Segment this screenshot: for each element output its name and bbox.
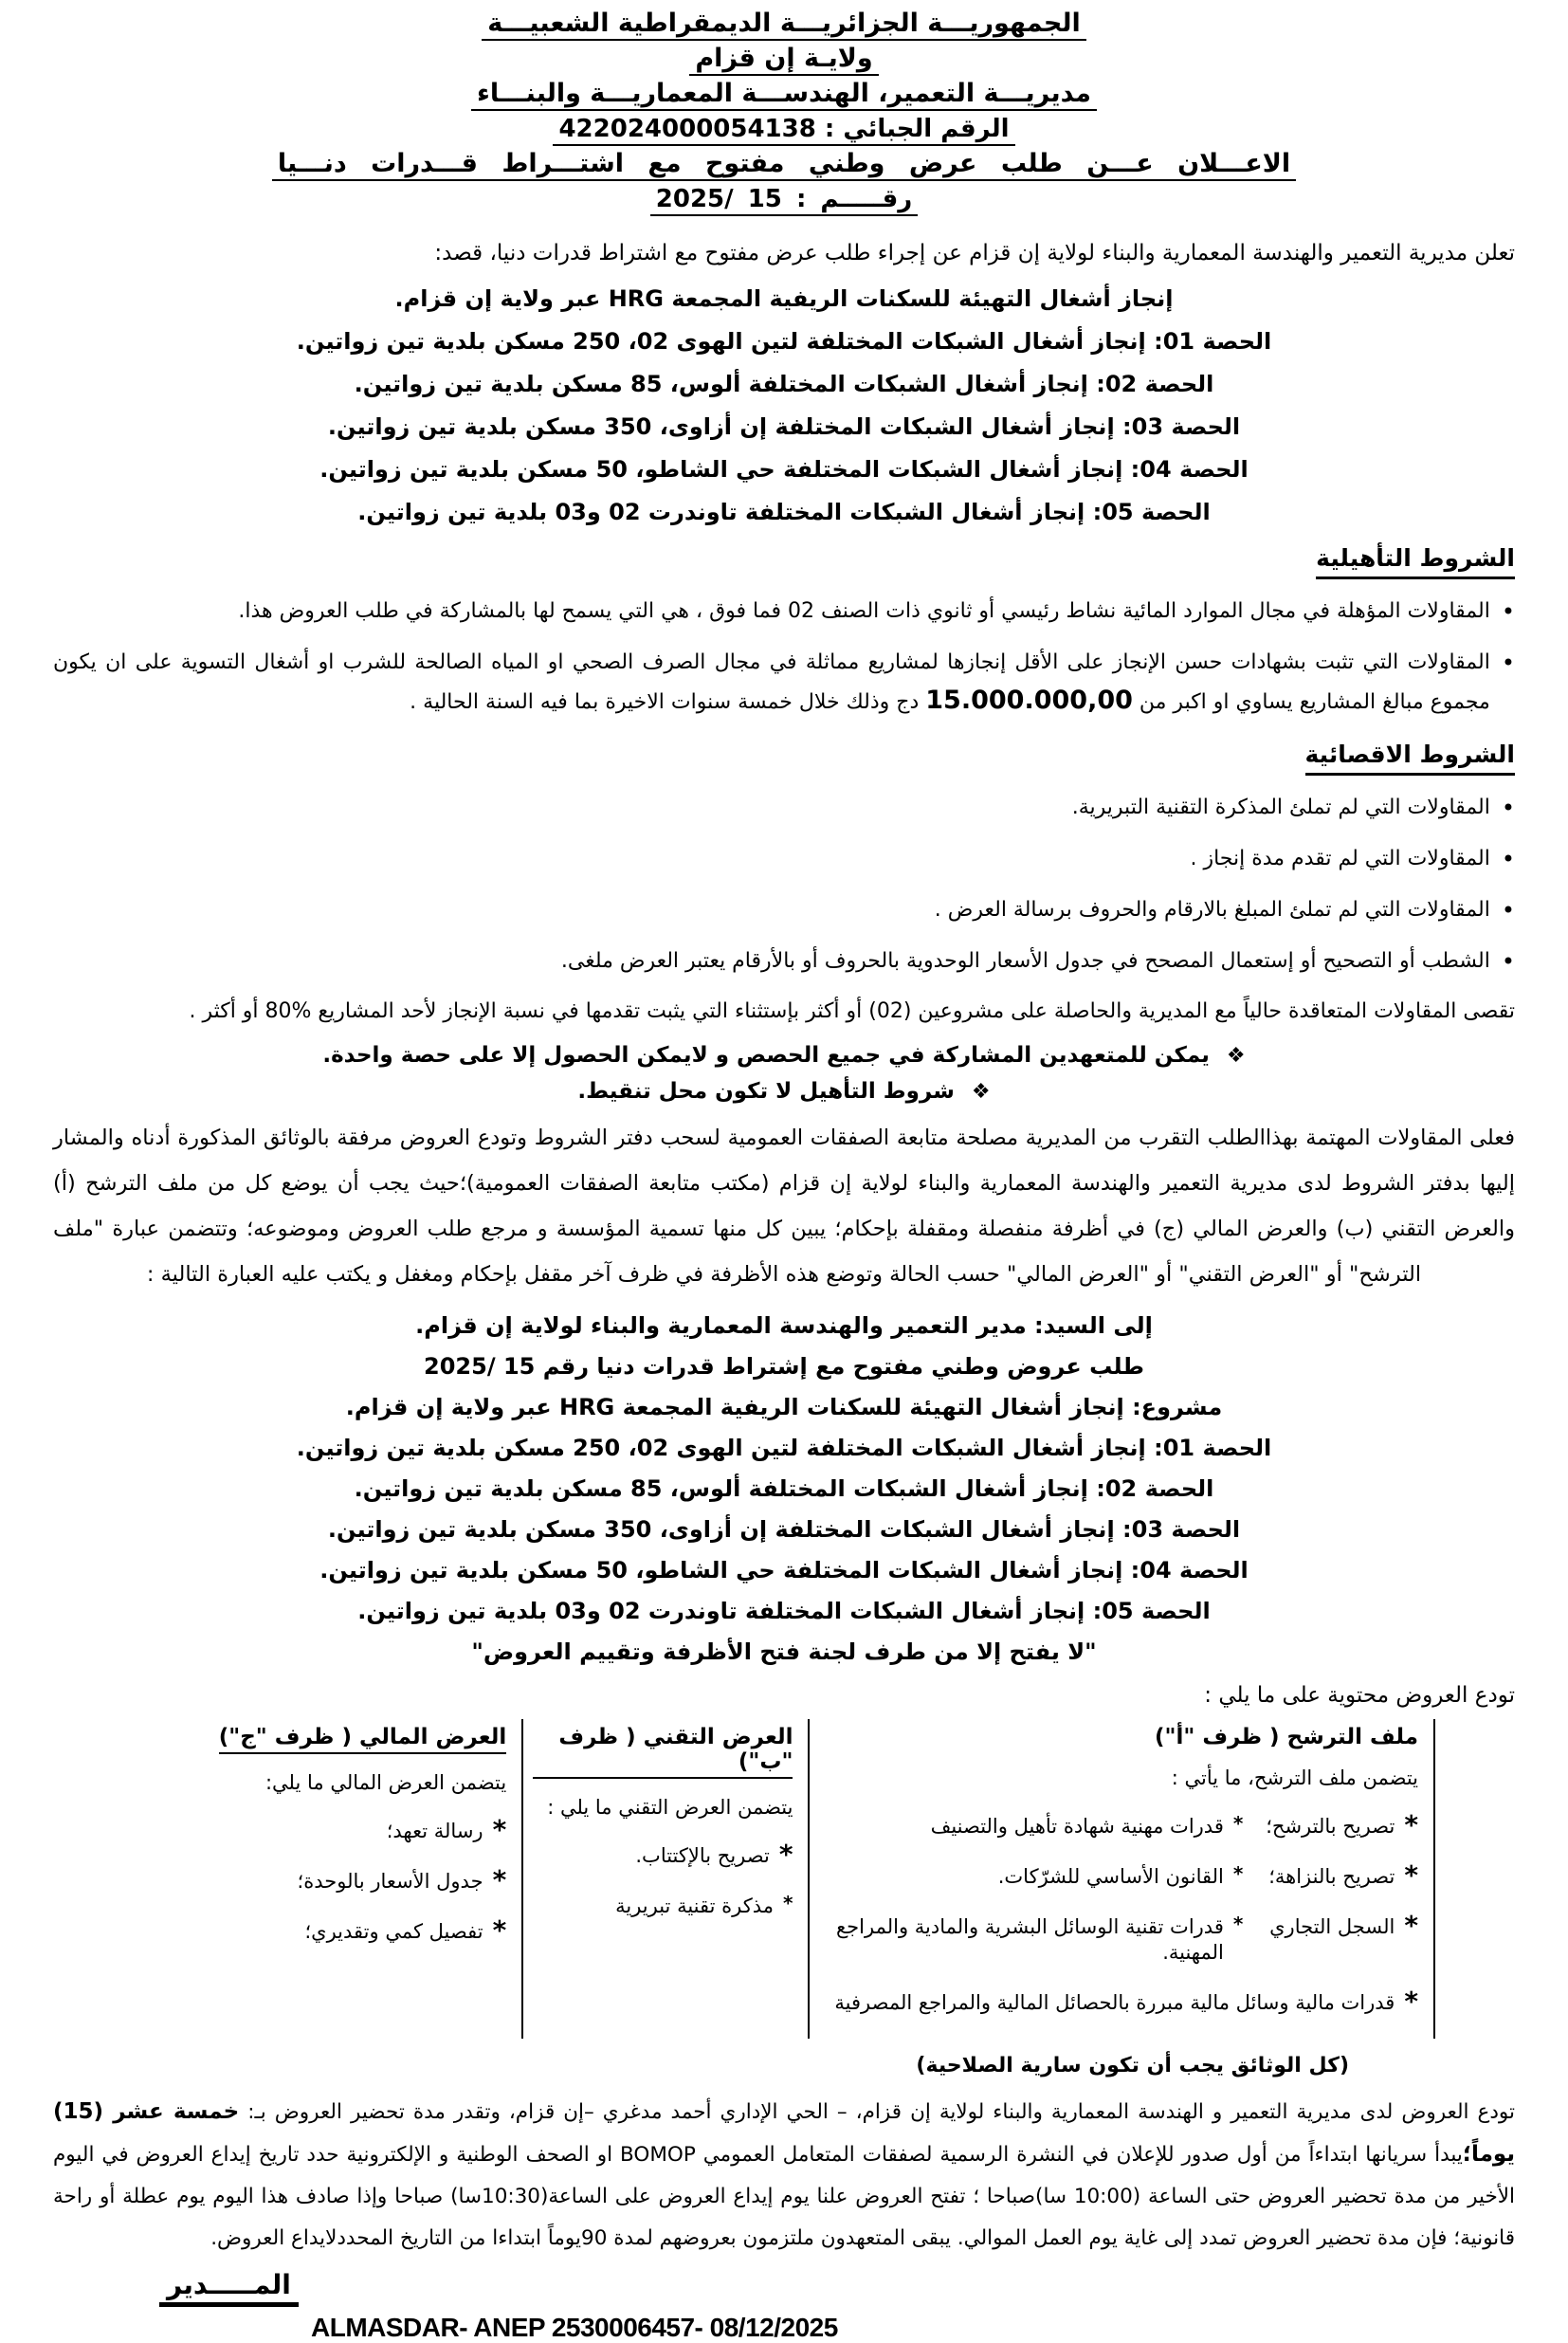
project-title: إنجاز أشغال التهيئة للسكنات الريفية المجمعة HRG عبر ولاية إن قزام.: [394, 285, 1174, 312]
exclusion-item-2: [53, 840, 1515, 878]
anep-footer: ALMASDAR- ANEP 2530006457- 08/12/2025: [311, 2313, 838, 2342]
envelope-warning: "لا يفتح إلا من طرف لجنة فتح الأظرفة وتقييم العروض": [471, 1638, 1097, 1665]
asterisk-icon: *: [1232, 1862, 1244, 1885]
envelope-lot-4: الحصة 04: إنجاز أشغال الشبكات المختلفة حي الشاطو، 50 مسكن بلدية تين زواتين.: [319, 1557, 1249, 1583]
candidacy-file-column: [810, 1719, 1435, 2039]
bullet-icon: •: [1501, 897, 1515, 924]
financial-item-1-text: رسالة تعهد؛: [386, 1820, 483, 1842]
asterisk-icon: *: [492, 1814, 507, 1845]
financial-item-2: [142, 1864, 507, 1895]
director-signature: المـــــدير: [159, 2269, 299, 2307]
bullet-icon: •: [1501, 598, 1515, 625]
asterisk-icon: *: [1232, 1812, 1244, 1835]
diamond-icon: ❖: [1226, 1044, 1246, 1068]
exclusion-item-3-text: المقاولات التي لم تملئ المبلغ بالارقام والحروف برسالة العرض .: [934, 898, 1490, 922]
wilaya-title-text: ولايـة إن قزام: [689, 45, 878, 76]
exclusion-item-1-text: المقاولات التي لم تملئ المذكرة التقنية التبريرية.: [1071, 796, 1490, 819]
financial-intro: يتضمن العرض المالي ما يلي:: [264, 1771, 507, 1794]
wilaya-title: [53, 45, 1515, 76]
signature-block: [53, 2269, 1515, 2307]
announcement-number-text: رقـــــم : 15 /2025: [650, 185, 918, 216]
qualification-item-1: [53, 593, 1515, 631]
financial-item-2-text: جدول الأسعار بالوحدة؛: [297, 1870, 483, 1893]
qualification-item-2-part2: دج وذلك خلال خمسة سنوات الاخيرة بما فيه السنة الحالية .: [410, 690, 926, 714]
candidacy-row-2: [819, 1859, 1418, 1891]
qualification-item-2-part1: المقاولات التي تثبت بشهادات حسن الإنجاز على الأقل إنجازها لمشاريع مماثلة في مجال الصرف الصحي او المياه الصالحة للشرب او أشغال التسوية على ان يكون مجموع مبالغ المشاريع يساوي او اكبر من: [53, 650, 1490, 714]
exclusion-item-4: [53, 943, 1515, 980]
envelope-address-block: [53, 1313, 1515, 1664]
candidacy-row-3-left: قدرات تقنية الوسائل البشرية والمادية والمراجع المهنية.: [836, 1915, 1224, 1964]
asterisk-icon: *: [1404, 1910, 1418, 1941]
envelope-lot-3: الحصة 03: إنجاز أشغال الشبكات المختلفة إن أزاوى، 350 مسكن بلدية تين زواتين.: [327, 1516, 1241, 1543]
candidacy-row-3-right: السجل التجاري: [1269, 1915, 1395, 1938]
exclusion-item-4-text: الشطب أو التصحيح أو إستعمال المصحح في جدول الأسعار الوحدوية بالحروف أو بالأرقام يعتبر العرض ملغى.: [560, 949, 1490, 973]
republic-title-text: الجمهوريـــة الجزائريـــة الديمقراطية الشعبيـــة: [482, 9, 1085, 41]
bullet-icon: •: [1501, 948, 1515, 975]
contract-exclusion-note: تقصى المقاولات المتعاقدة حالياً مع المديرية والحاصلة على مشروعين (02) أو أكثر بإستثناء التي يثبت تقدمها في نسبة الإنجاز لأحد المشاريع %80 أو أكثر .: [189, 999, 1515, 1023]
republic-title: [53, 9, 1515, 41]
minimum-amount: 15.000.000,00: [925, 686, 1133, 715]
candidacy-row-1-left: قدرات مهنية شهادة تأهيل والتصنيف: [930, 1815, 1224, 1838]
financial-item-3: [142, 1914, 507, 1946]
candidacy-intro: يتضمن ملف الترشح، ما يأتي :: [1171, 1766, 1418, 1789]
candidacy-row-1: [819, 1809, 1418, 1840]
financial-heading: [142, 1725, 506, 1754]
candidacy-row-2-left: القانون الأساسي للشرّكات.: [997, 1865, 1224, 1888]
scoring-note-text: شروط التأهيل لا تكون محل تنقيط.: [577, 1079, 955, 1104]
technical-item-1: [533, 1839, 793, 1870]
announcement-title: [53, 150, 1515, 181]
envelope-lot-2: الحصة 02: إنجاز أشغال الشبكات المختلفة ألوس، 85 مسكن بلدية تين زواتين.: [354, 1475, 1214, 1502]
financial-offer-column: [133, 1719, 523, 2039]
diamond-icon: ❖: [971, 1080, 991, 1104]
participation-note-text: يمكن للمتعهدين المشاركة في جميع الحصص و لايمكن الحصول إلا على حصة واحدة.: [322, 1043, 1210, 1068]
tax-id-line: [53, 115, 1515, 146]
asterisk-icon: *: [1404, 1809, 1418, 1840]
financial-item-1: [142, 1814, 507, 1845]
candidacy-row-4-text: قدرات مالية وسائل مالية مبررة بالحصائل المالية والمراجع المصرفية: [834, 1991, 1395, 2014]
closing-part1: تودع العروض لدى مديرية التعمير و الهندسة المعمارية والبناء لولاية إن قزام، – الحي الإداري أحمد مدغري –إن قزام، وتقدر مدة تحضير العروض بـ:: [239, 2100, 1515, 2124]
directorate-title-text: مديريـــة التعمير، الهندســـة المعماريـــة والبنـــاء: [471, 80, 1097, 111]
envelope-lot-1: الحصة 01: إنجاز أشغال الشبكات المختلفة لتين الهوى 02، 250 مسكن بلدية تين زواتين.: [296, 1435, 1272, 1461]
intro-paragraph: تعلن مديرية التعمير والهندسة المعمارية والبناء لولاية إن قزام عن إجراء طلب عرض مفتوح مع اشتراط قدرات دنيا، قصد:: [434, 241, 1515, 265]
asterisk-icon: *: [778, 1839, 793, 1870]
financial-heading-text: العرض المالي ( ظرف "ج"): [219, 1725, 507, 1754]
participation-note: [53, 1043, 1515, 1068]
bullet-icon: •: [1501, 846, 1515, 872]
asterisk-icon: *: [492, 1914, 507, 1946]
exclusion-item-3: [53, 891, 1515, 929]
envelope-project: مشروع: إنجاز أشغال التهيئة للسكنات الريفية المجمعة HRG عبر ولاية إن قزام.: [345, 1394, 1223, 1420]
offer-contents-table: [133, 1719, 1435, 2039]
technical-offer-column: [523, 1719, 810, 2039]
bullet-icon: •: [1501, 650, 1515, 676]
qualification-section: [53, 544, 1515, 579]
submission-paragraph: فعلى المقاولات المهتمة بهذاالطلب التقرب من المديرية مصلحة متابعة الصفقات العمومية لسحب دفتر الشروط وتودع العروض مرفقة بالوثائق المذكورة أدناه والمشار إليها بدفتر الشروط لدى مديرية التعمير والهندسة المعمارية والبناء لولاية إن قزام (مكتب متابعة الصفقات العمومية)؛حيث يجب أن يوضع كل من ملف الترشح (أ) والعرض التقني (ب) والعرض المالي (ج) في أظرفة منفصلة ومقفلة بإحكام؛ يبين كل منها تسمية المؤسسة و مرجع طلب العروض وموضوعه؛ وتتضمن عبارة "ملف الترشح" أو "العرض التقني" أو "العرض المالي" حسب الحالة وتوضع هذه الأظرفة في ظرف آخر مقفل بإحكام ومغفل و يكتب عليه العبارة التالية :: [53, 1126, 1515, 1287]
qualification-item-1-text: المقاولات المؤهلة في مجال الموارد المائية نشاط رئيسي أو ثانوي ذات الصنف 02 فما فوق ، هي التي يسمح لها بالمشاركة في طلب العروض هذا.: [238, 599, 1490, 623]
scoring-note: [53, 1079, 1515, 1104]
asterisk-icon: *: [492, 1864, 507, 1895]
envelope-to: إلى السيد: مدير التعمير والهندسة المعمارية والبناء لولاية إن قزام.: [415, 1312, 1153, 1339]
candidacy-heading: ملف الترشح ( ظرف "أ"): [1154, 1725, 1418, 1749]
qualification-item-2-text: [53, 644, 1490, 722]
technical-item-2-text: مذكرة تقنية تبريرية: [615, 1895, 775, 1917]
technical-item-2: [533, 1894, 793, 1919]
lot-line-2: الحصة 02: إنجاز أشغال الشبكات المختلفة ألوس، 85 مسكن بلدية تين زواتين.: [354, 371, 1214, 397]
preparation-duration: خمسة عشر (15) يوماً؛: [53, 2099, 1515, 2167]
asterisk-icon: *: [1232, 1913, 1244, 1935]
exclusion-item-1: [53, 789, 1515, 827]
announcement-number: [53, 185, 1515, 216]
tax-id-text: الرقم الجبائي : 422024000054138: [553, 115, 1014, 146]
qualification-heading: الشروط التأهيلية: [1316, 544, 1515, 579]
documents-validity-note: (كل الوثائق يجب أن تكون سارية الصلاحية): [916, 2054, 1349, 2078]
closing-paragraph: [53, 2091, 1515, 2260]
candidacy-row-1-right: تصريح بالترشح؛: [1266, 1815, 1395, 1838]
bullet-icon: •: [1501, 795, 1515, 821]
financial-item-3-text: تفصيل كمي وتقديري؛: [304, 1920, 483, 1943]
candidacy-row-3: [819, 1910, 1418, 1966]
asterisk-icon: *: [783, 1892, 793, 1914]
lot-line-4: الحصة 04: إنجاز أشغال الشبكات المختلفة حي الشاطو، 50 مسكن بلدية تين زواتين.: [319, 456, 1249, 483]
lot-line-1: الحصة 01: إنجاز أشغال الشبكات المختلفة لتين الهوى 02، 250 مسكن بلدية تين زواتين.: [296, 328, 1272, 355]
technical-heading-text: العرض التقني ( ظرف "ب"): [533, 1725, 793, 1779]
document-header: [53, 9, 1515, 216]
candidacy-row-4: [819, 1986, 1418, 2017]
qualification-item-2: [53, 644, 1515, 722]
technical-intro: يتضمن العرض التقني ما يلي :: [547, 1796, 793, 1819]
exclusion-item-2-text: المقاولات التي لم تقدم مدة إنجاز .: [1190, 847, 1490, 870]
directorate-title: [53, 80, 1515, 111]
technical-item-1-text: تصريح بالإكتتاب.: [635, 1844, 770, 1867]
exclusion-section: [53, 741, 1515, 776]
exclusion-heading: الشروط الاقصائية: [1305, 741, 1515, 776]
lot-line-5: الحصة 05: إنجاز أشغال الشبكات المختلفة تاوندرت 02 و03 بلدية تين زواتين.: [357, 499, 1211, 525]
asterisk-icon: *: [1404, 1859, 1418, 1891]
announcement-title-text: الاعـــلان عـــن طلب عرض وطني مفتوح مع اشتـــراط قـــدرات دنـــيا: [272, 150, 1296, 181]
envelope-lot-5: الحصة 05: إنجاز أشغال الشبكات المختلفة تاوندرت 02 و03 بلدية تين زواتين.: [357, 1598, 1211, 1624]
envelope-tender: طلب عروض وطني مفتوح مع إشتراط قدرات دنيا رقم 15 /2025: [424, 1353, 1144, 1380]
technical-heading: [533, 1725, 793, 1779]
lot-line-3: الحصة 03: إنجاز أشغال الشبكات المختلفة إن أزاوى، 350 مسكن بلدية تين زواتين.: [327, 413, 1241, 440]
candidacy-row-2-right: تصريح بالنزاهة؛: [1268, 1865, 1395, 1888]
asterisk-icon: *: [1404, 1986, 1418, 2017]
closing-part2: يبدأ سريانها ابتداءاً من أول صدور للإعلان في النشرة الرسمية لصفقات المتعامل العمومي BOMOP او الصحف الوطنية و الإلكترونية حدد تاريخ إيداع العروض في اليوم الأخير من مدة تحضير العروض حتى الساعة (10:00 سا)صباحا ؛ تفتح العروض علنا يوم إيداع العروض على الساعة(10:30سا) صباحا وإذا صادف هذا اليوم يوم عطلة أو راحة قانونية؛ فإن مدة تحضير العروض تمدد إلى غاية يوم العمل الموالي. يبقى المتعهدون ملتزمون بعروضهم لمدة 90يوماً ابتداءا من التاريخ المحددلايداع العروض.: [53, 2143, 1515, 2250]
offers-content-intro: تودع العروض محتوية على ما يلي :: [1204, 1683, 1515, 1708]
lots-list: [53, 329, 1515, 525]
